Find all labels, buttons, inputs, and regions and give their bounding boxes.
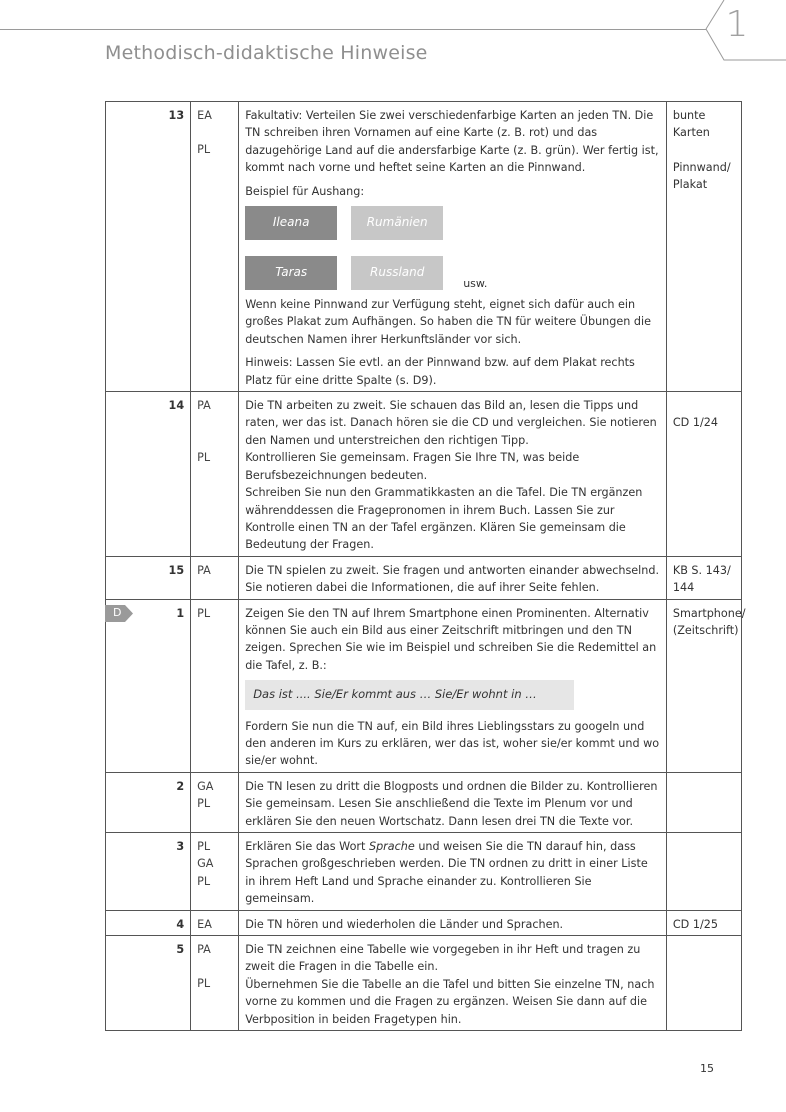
- description-text: Wenn keine Pinnwand zur Verfügung steht, eignet sich dafür auch ein großes Plakat zum Aufhängen. So haben die TN für weitere Übungen die deutschen Namen ihrer Herkunftsländer vor sich.: [245, 298, 651, 346]
- chapter-number: 1: [725, 4, 749, 45]
- social-form-cell: [191, 833, 239, 911]
- materials-cell: [666, 910, 741, 935]
- social-form: PL: [197, 874, 211, 888]
- material-item: bunte Karten: [672, 109, 710, 140]
- materials-cell: [666, 772, 741, 832]
- step-number: 15: [106, 556, 191, 599]
- description-text: Zeigen Sie den TN auf Ihrem Smartphone einen Prominenten. Alternativ können Sie auch ein Bild aus einer Zeitschrift mitbringen und den TN zeigen. Sprechen Sie wie im Beispiel und schreiben Sie die Redemittel an die Tafel, z. B.:: [245, 606, 657, 672]
- description-cell: [239, 833, 667, 911]
- table-row: [106, 833, 742, 911]
- step-number: 5: [106, 936, 191, 1031]
- description-text: Erklären Sie das Wort: [245, 840, 369, 853]
- materials-cell: [666, 392, 741, 557]
- name-card: Ileana: [245, 206, 337, 240]
- social-form: GA: [197, 779, 214, 793]
- description-text: Die TN arbeiten zu zweit. Sie schauen das Bild an, lesen die Tipps und raten, wer das ist. Danach hören sie die CD und vergleichen. Sie notieren den Namen und unterstreichen den richtigen Tipp.: [245, 399, 657, 447]
- materials-cell: [666, 833, 741, 911]
- country-card: Rumänien: [351, 206, 443, 240]
- example-cards: [245, 206, 660, 290]
- description-cell: [239, 392, 667, 557]
- table-row: [106, 599, 742, 772]
- materials-cell: [666, 556, 741, 599]
- social-form: PL: [197, 977, 211, 991]
- description-text: Übernehmen Sie die Tabelle an die Tafel und bitten Sie einzelne TN, nach vorne zu kommen und die Fragen zu ergänzen. Weisen Sie dann auf die Verbposition in beiden Fragetypen hin.: [245, 977, 655, 1026]
- description-cell: [239, 556, 667, 599]
- description-cell: [239, 599, 667, 772]
- step-number: 13: [106, 102, 191, 392]
- description-text: Die TN lesen zu dritt die Blogposts und ordnen die Bilder zu. Kontrollieren Sie gemeinsam. Lesen Sie anschließend die Texte im Plenum vor und erklären Sie den neuen Wortschatz. Dann lesen drei TN die Texte vor.: [245, 779, 658, 828]
- material-item: KB S. 143/ 144: [672, 563, 731, 595]
- social-form-cell: [191, 936, 239, 1031]
- step-number: 14: [106, 392, 191, 557]
- card-row: [245, 206, 660, 240]
- social-form-cell: [191, 910, 239, 935]
- material-item: CD 1/24: [672, 416, 718, 430]
- social-form-cell: [191, 102, 239, 392]
- description-text: Kontrollieren Sie gemeinsam. Fragen Sie Ihre TN, was beide Berufsbezeichnungen bedeuten.: [245, 451, 580, 482]
- lesson-table: [105, 101, 746, 1031]
- social-form: PL: [197, 797, 211, 811]
- materials-cell: [666, 599, 746, 772]
- description-text: Fordern Sie nun die TN auf, ein Bild ihres Lieblingsstars zu googeln und den anderen im Kurs zu erklären, wer das ist, woher sie/er kommt und wo sie/er wohnt.: [245, 719, 660, 768]
- social-form-cell: [191, 772, 239, 832]
- table-row: [106, 910, 742, 935]
- material-item: Smartphone/ (Zeitschrift): [672, 606, 746, 637]
- social-form: PA: [197, 399, 211, 413]
- social-form: EA: [197, 917, 212, 931]
- example-sentence-box: Das ist .... Sie/Er kommt aus … Sie/Er wohnt in …: [245, 680, 574, 709]
- materials-cell: [666, 102, 741, 392]
- social-form: GA: [197, 857, 214, 871]
- step-number: 4: [106, 910, 191, 935]
- social-form-cell: [191, 556, 239, 599]
- materials-cell: [666, 936, 741, 1031]
- country-card: Russland: [351, 256, 443, 290]
- emphasized-word: Sprache: [368, 840, 415, 853]
- social-form: PA: [197, 943, 211, 957]
- section-marker-label: D: [113, 606, 122, 619]
- description-text: Schreiben Sie nun den Grammatikkasten an die Tafel. Die TN ergänzen währenddessen die Fragepronomen in ihrem Buch. Lassen Sie zur Kontrolle einen TN an der Tafel ergänzen. Klären Sie gemeinsam die Bedeutung der Fragen.: [245, 486, 643, 552]
- name-card: Taras: [245, 256, 337, 290]
- description-text: Fakultativ: Verteilen Sie zwei verschiedenfarbige Karten an jeden TN. Die TN schreiben ihren Vornamen auf eine Karte (z. B. rot) und das dazugehörige Land auf die andersfarbige Karte (z. B. grün). Wer fertig ist, kommt nach vorne und heftet seine Karten an die Pinnwand.: [245, 109, 659, 175]
- social-form: PA: [197, 563, 211, 577]
- material-item: Pinnwand/ Plakat: [672, 160, 731, 192]
- description-text: Beispiel für Aushang:: [245, 184, 365, 198]
- page-title: Methodisch-didaktische Hinweise: [105, 42, 428, 64]
- description-text: Die TN zeichnen eine Tabelle wie vorgegeben in ihr Heft und tragen zu zweit die Fragen in die Tabelle ein.: [245, 943, 641, 974]
- card-row: [245, 256, 660, 290]
- description-text: Die TN spielen zu zweit. Sie fragen und antworten einander abwechselnd. Sie notieren dabei die Informationen, die auf ihrer Seite fehlen.: [245, 563, 660, 595]
- table-row: [106, 772, 742, 832]
- social-form: PL: [197, 451, 211, 465]
- page-number: 15: [700, 1062, 714, 1075]
- step-number: 2: [106, 772, 191, 832]
- social-form-cell: [191, 392, 239, 557]
- table-row: [106, 936, 742, 1031]
- etc-label: usw.: [463, 277, 488, 291]
- social-form-cell: [191, 599, 239, 772]
- social-form: PL: [197, 143, 211, 157]
- social-form: PL: [197, 840, 211, 853]
- description-cell: [239, 936, 667, 1031]
- social-form: EA: [197, 109, 212, 122]
- header-rule: [0, 29, 706, 30]
- social-form: PL: [197, 606, 211, 620]
- description-text: Hinweis: Lassen Sie evtl. an der Pinnwand bzw. auf dem Plakat rechts Platz für eine dritte Spalte (s. D9).: [245, 356, 635, 387]
- step-number: 1: [106, 599, 191, 772]
- table-row: [106, 392, 742, 557]
- description-cell: [239, 102, 667, 392]
- description-text: und weisen Sie die TN darauf hin, dass Sprachen großgeschrieben werden. Die TN ordnen zu dritt in einer Liste in ihrem Heft Land und Sprache einander zu. Kontrollieren Sie gemeinsam.: [245, 840, 648, 906]
- description-cell: [239, 772, 667, 832]
- description-cell: [239, 910, 667, 935]
- material-item: CD 1/25: [672, 917, 718, 931]
- description-text: Die TN hören und wiederholen die Länder und Sprachen.: [245, 917, 564, 931]
- table-row: [106, 102, 742, 392]
- step-number: 3: [106, 833, 191, 911]
- table-row: [106, 556, 742, 599]
